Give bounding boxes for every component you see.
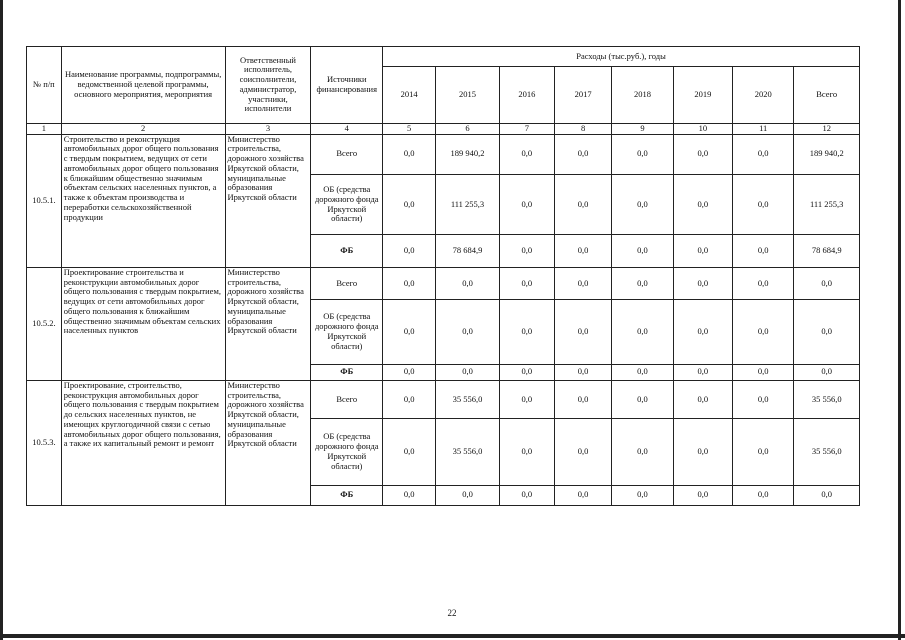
source-label: ФБ <box>311 485 383 505</box>
table-row <box>27 267 860 299</box>
value-cell: 189 940,2 <box>436 134 499 174</box>
value-cell: 0,0 <box>733 300 794 365</box>
page-frame-left <box>0 0 3 640</box>
value-cell: 0,0 <box>612 267 673 299</box>
value-cell: 0,0 <box>383 134 436 174</box>
source-label: ОБ (средства дорожного фонда Иркутской области) <box>311 174 383 235</box>
value-cell: 0,0 <box>499 419 554 486</box>
value-cell: 0,0 <box>673 364 732 380</box>
value-cell: 0,0 <box>733 419 794 486</box>
page-frame-right <box>898 0 901 640</box>
row-executor: Министерство строительства, дорожного хозяйства Иркутской области, муниципальные образования Иркутской области <box>225 134 311 267</box>
value-cell: 0,0 <box>673 235 732 267</box>
value-cell: 0,0 <box>612 364 673 380</box>
column-number: 2 <box>61 123 225 134</box>
value-cell: 0,0 <box>733 174 794 235</box>
value-cell: 0,0 <box>499 174 554 235</box>
value-cell: 0,0 <box>733 134 794 174</box>
column-number: 11 <box>733 123 794 134</box>
value-cell: 0,0 <box>436 300 499 365</box>
source-label: Всего <box>311 267 383 299</box>
value-cell: 0,0 <box>499 267 554 299</box>
value-cell: 0,0 <box>673 419 732 486</box>
table-row <box>27 134 860 174</box>
value-cell: 0,0 <box>673 380 732 418</box>
source-label: ОБ (средства дорожного фонда Иркутской области) <box>311 300 383 365</box>
value-cell: 0,0 <box>554 485 611 505</box>
column-number: 12 <box>794 123 860 134</box>
header-name: Наименование программы, подпрограммы, ведомственной целевой программы, основного мероприятия, мероприятия <box>61 47 225 124</box>
value-cell: 0,0 <box>383 267 436 299</box>
total-cell: 35 556,0 <box>794 419 860 486</box>
value-cell: 0,0 <box>383 419 436 486</box>
column-number-row <box>27 123 860 134</box>
value-cell: 0,0 <box>383 380 436 418</box>
header-expenses: Расходы (тыс.руб.), годы <box>383 47 860 67</box>
value-cell: 0,0 <box>383 485 436 505</box>
value-cell: 0,0 <box>673 267 732 299</box>
value-cell: 0,0 <box>733 364 794 380</box>
source-label: ФБ <box>311 235 383 267</box>
total-cell: 78 684,9 <box>794 235 860 267</box>
column-number: 7 <box>499 123 554 134</box>
page-number: 22 <box>447 608 457 618</box>
row-number: 10.5.3. <box>27 380 62 505</box>
value-cell: 0,0 <box>499 485 554 505</box>
row-executor: Министерство строительства, дорожного хозяйства Иркутской области, муниципальные образования Иркутской области <box>225 267 311 380</box>
value-cell: 0,0 <box>383 364 436 380</box>
value-cell: 0,0 <box>673 485 732 505</box>
total-cell: 111 255,3 <box>794 174 860 235</box>
value-cell: 0,0 <box>499 134 554 174</box>
row-executor: Министерство строительства, дорожного хозяйства Иркутской области, муниципальные образования Иркутской области <box>225 380 311 505</box>
column-number: 6 <box>436 123 499 134</box>
row-activity-name: Строительство и реконструкция автомобильных дорог общего пользования с твердым покрытием, ведущих от сети автомобильных дорог общего пользования к ближайшим общественно значимым объектам сельских населенных пунктов, а также к объектам производства и переработки сельскохозяйственной продукции <box>61 134 225 267</box>
value-cell: 0,0 <box>733 235 794 267</box>
header-row-1 <box>27 47 860 67</box>
row-activity-name: Проектирование строительства и реконструкции автомобильных дорог общего пользования с твердым покрытием, ведущих от сети автомобильных дорог общего пользования к ближайшим общественно значимым объектам сельских населенных пунктов <box>61 267 225 380</box>
value-cell: 0,0 <box>612 300 673 365</box>
value-cell: 0,0 <box>554 134 611 174</box>
table-row <box>27 380 860 418</box>
value-cell: 0,0 <box>499 235 554 267</box>
column-number: 1 <box>27 123 62 134</box>
total-cell: 0,0 <box>794 364 860 380</box>
value-cell: 0,0 <box>436 267 499 299</box>
value-cell: 0,0 <box>612 174 673 235</box>
value-cell: 0,0 <box>499 364 554 380</box>
header-executor: Ответственный исполнитель, соисполнители, администратор, участники, исполнители <box>225 47 311 124</box>
total-cell: 189 940,2 <box>794 134 860 174</box>
value-cell: 0,0 <box>612 380 673 418</box>
header-year: 2016 <box>499 67 554 124</box>
column-number: 10 <box>673 123 732 134</box>
header-year: 2015 <box>436 67 499 124</box>
header-year: 2014 <box>383 67 436 124</box>
total-cell: 35 556,0 <box>794 380 860 418</box>
value-cell: 0,0 <box>554 364 611 380</box>
row-number: 10.5.2. <box>27 267 62 380</box>
value-cell: 35 556,0 <box>436 380 499 418</box>
value-cell: 111 255,3 <box>436 174 499 235</box>
value-cell: 0,0 <box>673 300 732 365</box>
value-cell: 0,0 <box>554 174 611 235</box>
total-cell: 0,0 <box>794 300 860 365</box>
header-year-total: Всего <box>794 67 860 124</box>
value-cell: 0,0 <box>673 134 732 174</box>
column-number: 8 <box>554 123 611 134</box>
column-number: 5 <box>383 123 436 134</box>
source-label: Всего <box>311 134 383 174</box>
value-cell: 0,0 <box>612 235 673 267</box>
header-year: 2018 <box>612 67 673 124</box>
value-cell: 0,0 <box>554 419 611 486</box>
column-number: 9 <box>612 123 673 134</box>
header-source: Источники финансирования <box>311 47 383 124</box>
value-cell: 0,0 <box>554 380 611 418</box>
value-cell: 0,0 <box>612 134 673 174</box>
value-cell: 0,0 <box>383 300 436 365</box>
row-activity-name: Проектирование, строительство, реконструкция автомобильных дорог общего пользования с твердым покрытием до сельских населенных пунктов, не имеющих круглогодичной связи с сетью автомобильных дорог общего пользования, а также их капитальный ремонт и ремонт <box>61 380 225 505</box>
value-cell: 0,0 <box>554 300 611 365</box>
value-cell: 0,0 <box>612 419 673 486</box>
source-label: Всего <box>311 380 383 418</box>
value-cell: 0,0 <box>499 380 554 418</box>
value-cell: 0,0 <box>436 364 499 380</box>
header-year: 2017 <box>554 67 611 124</box>
value-cell: 0,0 <box>733 380 794 418</box>
value-cell: 0,0 <box>673 174 732 235</box>
value-cell: 0,0 <box>383 235 436 267</box>
value-cell: 0,0 <box>733 267 794 299</box>
value-cell: 0,0 <box>383 174 436 235</box>
value-cell: 0,0 <box>554 235 611 267</box>
row-number: 10.5.1. <box>27 134 62 267</box>
column-number: 4 <box>311 123 383 134</box>
header-num: № п/п <box>27 47 62 124</box>
total-cell: 0,0 <box>794 267 860 299</box>
value-cell: 0,0 <box>554 267 611 299</box>
value-cell: 0,0 <box>436 485 499 505</box>
value-cell: 0,0 <box>612 485 673 505</box>
total-cell: 0,0 <box>794 485 860 505</box>
value-cell: 0,0 <box>499 300 554 365</box>
header-year: 2019 <box>673 67 732 124</box>
column-number: 3 <box>225 123 311 134</box>
source-label: ОБ (средства дорожного фонда Иркутской области) <box>311 419 383 486</box>
value-cell: 0,0 <box>733 485 794 505</box>
page-frame-bottom <box>0 634 905 638</box>
value-cell: 35 556,0 <box>436 419 499 486</box>
source-label: ФБ <box>311 364 383 380</box>
budget-table <box>26 46 860 506</box>
value-cell: 78 684,9 <box>436 235 499 267</box>
header-year: 2020 <box>733 67 794 124</box>
